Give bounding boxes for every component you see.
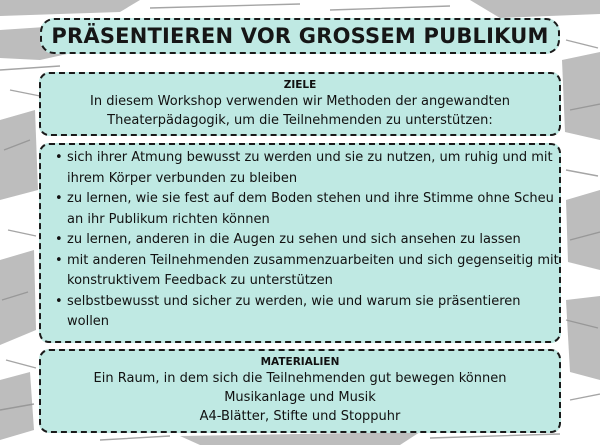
list-item [55, 189, 559, 230]
goals-section [39, 143, 561, 343]
list-item-text: sich ihrer Atmung bewusst zu werden und sie zu nutzen, um ruhig und mit [67, 150, 553, 165]
materialien-heading: MATERIALIEN [260, 356, 340, 368]
materialien-line: A4-Blätter, Stifte und Stoppuhr [199, 409, 401, 424]
list-item [55, 148, 559, 189]
list-item [55, 251, 559, 292]
list-item [55, 292, 559, 333]
list-item-text: zu lernen, wie sie fest auf dem Boden stehen und ihre Stimme ohne Scheu [67, 191, 554, 206]
bullet-icon: • [55, 293, 63, 309]
list-item-text: zu lernen, anderen in die Augen zu sehen und sich ansehen zu lassen [67, 232, 521, 247]
goals-list [55, 148, 559, 333]
ziele-text-line: Theaterpädagogik, um die Teilnehmenden zu unterstützen: [107, 113, 493, 128]
list-item-text: selbstbewusst und sicher zu werden, wie und warum sie präsentieren [67, 293, 521, 309]
materialien-line: Musikanlage und Musik [224, 390, 376, 405]
list-item-text: konstruktivem Feedback zu unterstützen [67, 273, 333, 288]
bullet-icon: • [55, 232, 63, 247]
ziele-heading: ZIELE [283, 79, 317, 91]
list-item-text: an ihr Publikum richten können [67, 211, 270, 227]
list-item-text: wollen [67, 314, 110, 329]
bullet-icon: • [55, 252, 63, 268]
bullet-icon: • [55, 191, 63, 206]
list-item-text: mit anderen Teilnehmenden zusammenzuarbeiten und sich gegenseitig mit [67, 252, 559, 268]
title-banner [40, 18, 560, 54]
bullet-icon: • [55, 150, 63, 165]
ziele-section [39, 72, 561, 136]
materialien-line: Ein Raum, in dem sich die Teilnehmenden gut bewegen können [93, 371, 507, 386]
materialien-section [39, 349, 561, 433]
list-item [55, 230, 559, 251]
ziele-text-line: In diesem Workshop verwenden wir Methoden der angewandten [90, 94, 510, 109]
page-title: PRÄSENTIEREN VOR GROSSEM PUBLIKUM [51, 24, 549, 48]
list-item-text: ihrem Körper verbunden zu bleiben [67, 170, 298, 186]
